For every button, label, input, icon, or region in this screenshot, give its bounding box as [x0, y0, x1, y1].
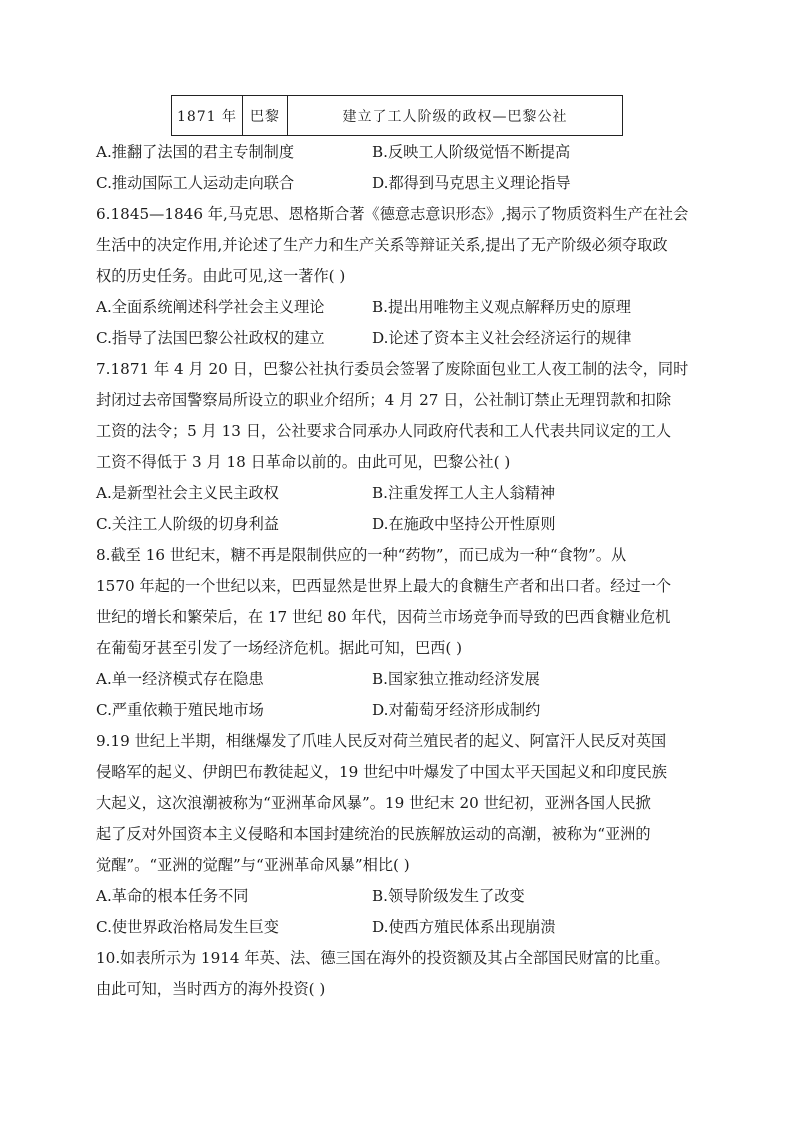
q6-option-a[interactable]: A.全面系统阐述科学社会主义理论: [96, 298, 325, 316]
q8-option-d[interactable]: D.对葡萄牙经济形成制约: [372, 701, 541, 719]
q9-stem-line: 起了反对外国资本主义侵略和本国封建统治的民族解放运动的高潮，被称为“亚洲的: [96, 825, 651, 843]
q9-options-row-2: [96, 912, 706, 943]
q8-stem-line: 世纪的增长和繁荣后，在 17 世纪 80 年代，因荷兰市场竞争而导致的巴西食糖业危机: [96, 608, 671, 626]
q7-options-row-2: [96, 509, 706, 540]
q5-option-d[interactable]: D.都得到马克思主义理论指导: [372, 174, 571, 192]
event-table: [171, 95, 623, 136]
q7-stem-line: 封闭过去帝国警察局所设立的职业介绍所；4 月 27 日，公社制订禁止无理罚款和扣除: [96, 391, 672, 409]
q9-stem-line: 大起义，这次浪潮被称为“亚洲革命风暴”。19 世纪末 20 世纪初，亚洲各国人民掀: [96, 794, 651, 812]
q6-stem-line: 生活中的决定作用,并论述了生产力和生产关系等辩证关系,提出了无产阶级必须夺取政: [96, 236, 668, 254]
q8-stem-line: 在葡萄牙甚至引发了一场经济危机。据此可知，巴西( ): [96, 639, 462, 657]
q8-option-b[interactable]: B.国家独立推动经济发展: [372, 670, 540, 688]
table-cell-place: 巴黎: [243, 96, 288, 136]
q9-option-c[interactable]: C.使世界政治格局发生巨变: [96, 918, 279, 936]
q5-option-c[interactable]: C.推动国际工人运动走向联合: [96, 174, 295, 192]
q5-options-row-1: [96, 137, 706, 168]
q9-option-a[interactable]: A.革命的根本任务不同: [96, 887, 249, 905]
q9-options-row-1: [96, 881, 706, 912]
table-cell-event: 建立了工人阶级的政权—巴黎公社: [288, 96, 623, 136]
q9-stem-line: 9.19 世纪上半期，相继爆发了爪哇人民反对荷兰殖民者的起义、阿富汗人民反对英国: [96, 732, 667, 750]
q6-stem-line: 6.1845—1846 年,马克思、恩格斯合著《德意志意识形态》,揭示了物质资料生产在社会: [96, 205, 689, 223]
q6-option-b[interactable]: B.提出用唯物主义观点解释历史的原理: [372, 298, 631, 316]
q9-option-b[interactable]: B.领导阶级发生了改变: [372, 887, 525, 905]
table-cell-year: 1871 年: [172, 96, 243, 136]
q8-options-row-1: [96, 664, 706, 695]
q8-option-a[interactable]: A.单一经济模式存在隐患: [96, 670, 264, 688]
q7-option-d[interactable]: D.在施政中坚持公开性原则: [372, 515, 556, 533]
q7-option-a[interactable]: A.是新型社会主义民主政权: [96, 484, 279, 502]
q5-option-a[interactable]: A.推翻了法国的君主专制制度: [96, 143, 295, 161]
question-content: [96, 137, 706, 1005]
q6-option-d[interactable]: D.论述了资本主义社会经济运行的规律: [372, 329, 632, 347]
q7-option-c[interactable]: C.关注工人阶级的切身利益: [96, 515, 279, 533]
q8-options-row-2: [96, 695, 706, 726]
q8-option-c[interactable]: C.严重依赖于殖民地市场: [96, 701, 264, 719]
q10-stem-line: 10.如表所示为 1914 年英、法、德三国在海外的投资额及其占全部国民财富的比重。: [96, 949, 670, 967]
q10-stem-line: 由此可知，当时西方的海外投资( ): [96, 980, 326, 998]
q7-stem-line: 工资不得低于 3 月 18 日革命以前的。由此可见，巴黎公社( ): [96, 453, 511, 471]
q9-stem-line: 觉醒”。“亚洲的觉醒”与“亚洲革命风暴”相比( ): [96, 856, 410, 874]
q7-stem-line: 工资的法令；5 月 13 日，公社要求合同承办人同政府代表和工人代表共同议定的工人: [96, 422, 672, 440]
q7-option-b[interactable]: B.注重发挥工人主人翁精神: [372, 484, 556, 502]
q9-stem-line: 侵略军的起义、伊朗巴布教徒起义，19 世纪中叶爆发了中国太平天国起义和印度民族: [96, 763, 667, 781]
q6-options-row-2: [96, 323, 706, 354]
table-row: [172, 96, 623, 136]
q6-options-row-1: [96, 292, 706, 323]
q5-options-row-2: [96, 168, 706, 199]
q8-stem-line: 1570 年起的一个世纪以来，巴西显然是世界上最大的食糖生产者和出口者。经过一个: [96, 577, 672, 595]
q7-stem-line: 7.1871 年 4 月 20 日，巴黎公社执行委员会签署了废除面包业工人夜工制的法令，同时: [96, 360, 689, 378]
q6-option-c[interactable]: C.指导了法国巴黎公社政权的建立: [96, 329, 325, 347]
q7-options-row-1: [96, 478, 706, 509]
q8-stem-line: 8.截至 16 世纪末，糖不再是限制供应的一种“药物”，而已成为一种“食物”。从: [96, 546, 627, 564]
q6-stem-line: 权的历史任务。由此可见,这一著作( ): [96, 267, 346, 285]
q5-option-b[interactable]: B.反映工人阶级觉悟不断提高: [372, 143, 571, 161]
q9-option-d[interactable]: D.使西方殖民体系出现崩溃: [372, 918, 556, 936]
